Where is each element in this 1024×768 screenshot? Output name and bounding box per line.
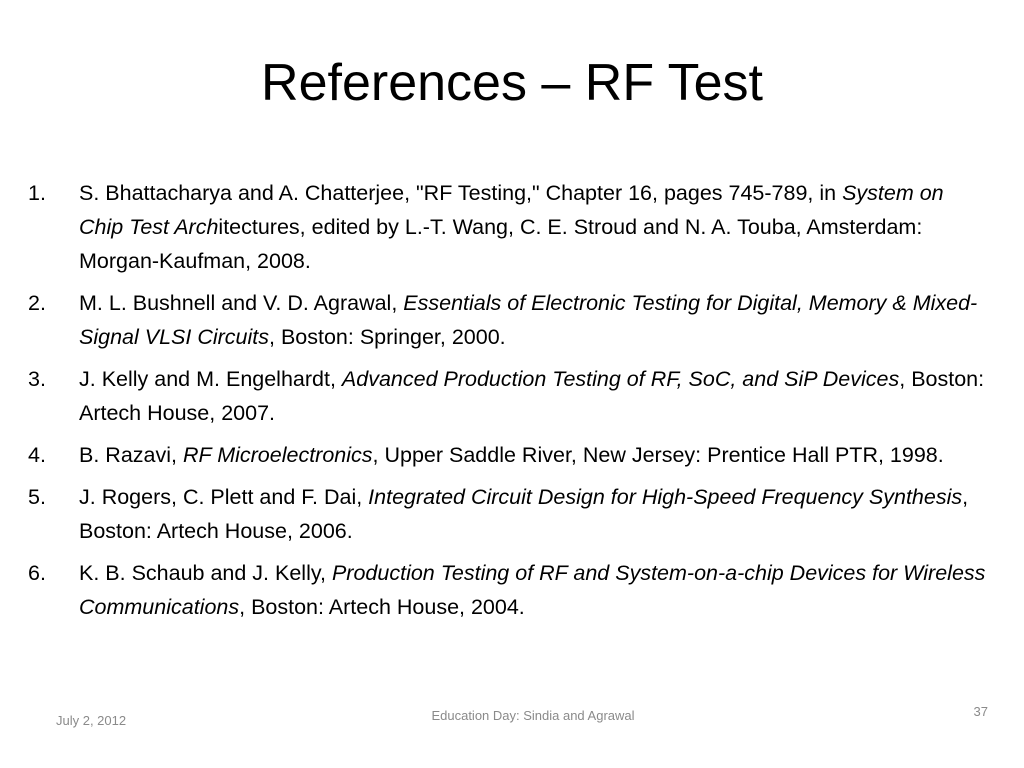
reference-title-italic: Production Testing of RF and System-on-a-chip Devices for Wireless Communications [79, 561, 986, 619]
reference-text-segment: , Boston: Artech House, 2004. [239, 595, 525, 619]
reference-number: 1. [28, 181, 46, 205]
reference-text [79, 291, 977, 349]
footer-date: July 2, 2012 [56, 713, 127, 728]
reference-text-segment: J. Kelly and M. Engelhardt, [79, 367, 342, 391]
reference-text [79, 561, 985, 619]
reference-text-segment: , Boston: Springer, 2000. [269, 325, 506, 349]
reference-text-segment: M. L. Bushnell and V. D. Agrawal, [79, 291, 404, 315]
reference-text-segment: S. Bhattacharya and A. Chatterjee, "RF Testing," Chapter 16, pages 745-789, in [79, 181, 843, 205]
reference-title-italic: RF Microelectronics [182, 443, 373, 467]
reference-item [28, 362, 988, 430]
reference-text-segment: B. Razavi, [79, 443, 183, 467]
page-number: 37 [973, 704, 988, 719]
reference-number: 6. [28, 561, 46, 585]
reference-number: 4. [28, 443, 46, 467]
reference-title-italic: Essentials of Electronic Testing for Digital, Memory & Mixed-Signal VLSI Circuits [79, 291, 978, 349]
reference-text [79, 485, 968, 543]
reference-item [28, 286, 988, 354]
reference-text [79, 443, 944, 467]
reference-item [28, 176, 988, 278]
reference-text-segment: J. Rogers, C. Plett and F. Dai, [79, 485, 369, 509]
slide-title: References – RF Test [261, 54, 763, 112]
reference-text-segment: , Boston: Artech House, 2007. [79, 367, 985, 425]
reference-number: 5. [28, 485, 46, 509]
reference-text-segment: K. B. Schaub and J. Kelly, [79, 561, 332, 585]
reference-title-italic: Integrated Circuit Design for High-Speed Frequency Synthesis [368, 485, 963, 509]
reference-text [79, 367, 984, 425]
footer-center-text: Education Day: Sindia and Agrawal [431, 708, 635, 723]
reference-item [28, 556, 988, 624]
reference-text-segment: itectures, edited by L.-T. Wang, C. E. Stroud and N. A. Touba, Amsterdam: Morgan-Kaufman, 2008. [79, 215, 923, 273]
reference-number: 3. [28, 367, 46, 391]
reference-title-italic: System on Chip Test Arch [79, 181, 944, 239]
reference-title-italic: Advanced Production Testing of RF, SoC, and SiP Devices [341, 367, 900, 391]
reference-text-segment: , Upper Saddle River, New Jersey: Prentice Hall PTR, 1998. [372, 443, 944, 467]
reference-text [79, 181, 944, 273]
reference-item [28, 480, 988, 548]
reference-item [28, 438, 988, 472]
reference-text-segment: , Boston: Artech House, 2006. [79, 485, 969, 543]
reference-list [28, 176, 988, 632]
reference-number: 2. [28, 291, 46, 315]
